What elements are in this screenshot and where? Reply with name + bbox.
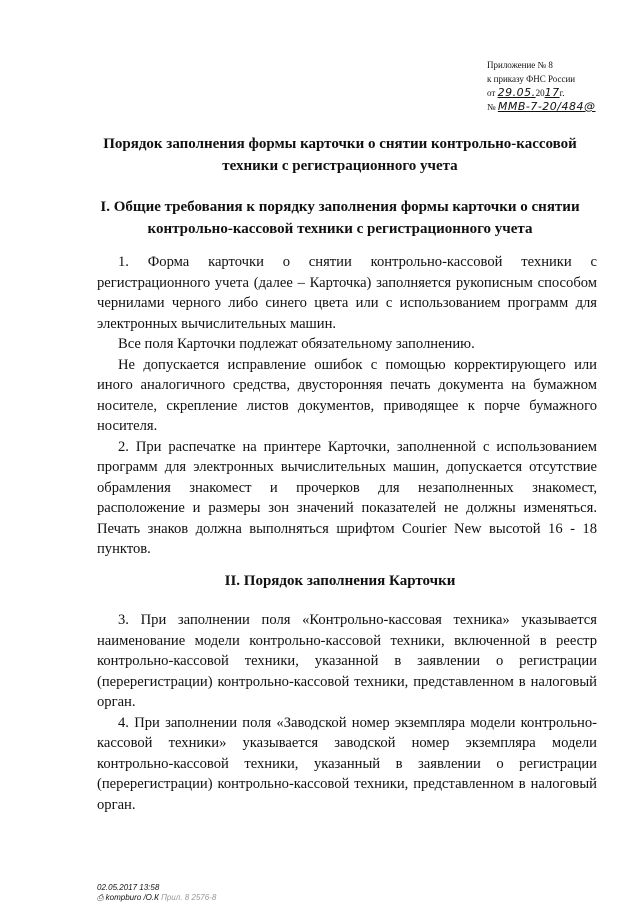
year-handwritten: 17 [544,86,560,99]
footer-user [97,893,216,903]
paragraph: 3. При заполнении поля «Контрольно-кассовая техника» указывается наименование модели контрольно-кассовой техники, включенной в реестр контрольно-кассовой техники, указанной в заявлении о регистрации (перерегистрации) контрольно-кассовой техники, представленном в налоговый орган. [97,612,597,710]
section-2-body [97,610,597,815]
date-prefix: от [487,88,496,98]
footer-code: Прил. 8 2576-8 [161,893,217,902]
document-title: Порядок заполнения формы карточки о снятии контрольно-кассовой техники с регистрационного учета [103,136,577,174]
footer-user-name: kompburo /О.К [105,893,159,902]
number-handwritten: ММВ-7-20/484@ [497,100,596,113]
appendix-order-ref: к приказу ФНС России [487,74,576,84]
printer-icon: ⎙ [97,893,104,902]
appendix-stamp [487,58,627,114]
year-suffix: г. [559,88,565,98]
year-prefix: 20 [535,88,545,98]
print-footer [97,883,216,903]
paragraph: 2. При распечатке на принтере Карточки, заполненной с использованием программ для электронных вычислительных машин, допускается отсутствие обрамления знакомест и прочерков для незаполненных знакомест, расположение и размеры зон значений показателей не должны изменяться. Печать знаков должна выполняться шрифтом Courier New высотой 16 - 18 пунктов. [97,438,597,557]
paragraph: 1. Форма карточки о снятии контрольно-кассовой техники с регистрационного учета (далее – Карточка) заполняется рукописным способом чернилами черного либо синего цвета или с использованием программ для электронных вычислительных машин. [97,254,597,332]
date-handwritten: 29.05. [497,86,536,99]
paragraph: Все поля Карточки подлежат обязательному заполнению. [118,336,475,352]
number-prefix: № [487,102,496,112]
appendix-label: Приложение № 8 [487,60,553,70]
paragraph: Не допускается исправление ошибок с помощью корректирующего или иного аналогичного средства, двусторонняя печать документа на бумажном носителе, скрепление листов документов, приводящее к порче бумажного носителя. [97,356,597,434]
section-1-body [97,252,597,560]
appendix-date [487,86,627,100]
appendix-number [487,100,627,114]
paragraph: 4. При заполнении поля «Заводской номер экземпляра модели контрольно-кассовой техники» указывается заводской номер экземпляра модели контрольно-кассовой техники, указанный в заявлении о регистрации (перерегистрации) контрольно-кассовой техники, представленном в налоговый орган. [97,714,597,813]
footer-timestamp: 02.05.2017 13:58 [97,883,160,892]
section-1-heading: I. Общие требования к порядку заполнения формы карточки о снятии контрольно-кассовой техники с регистрационного учета [100,199,580,237]
section-2-heading: II. Порядок заполнения Карточки [224,573,456,589]
